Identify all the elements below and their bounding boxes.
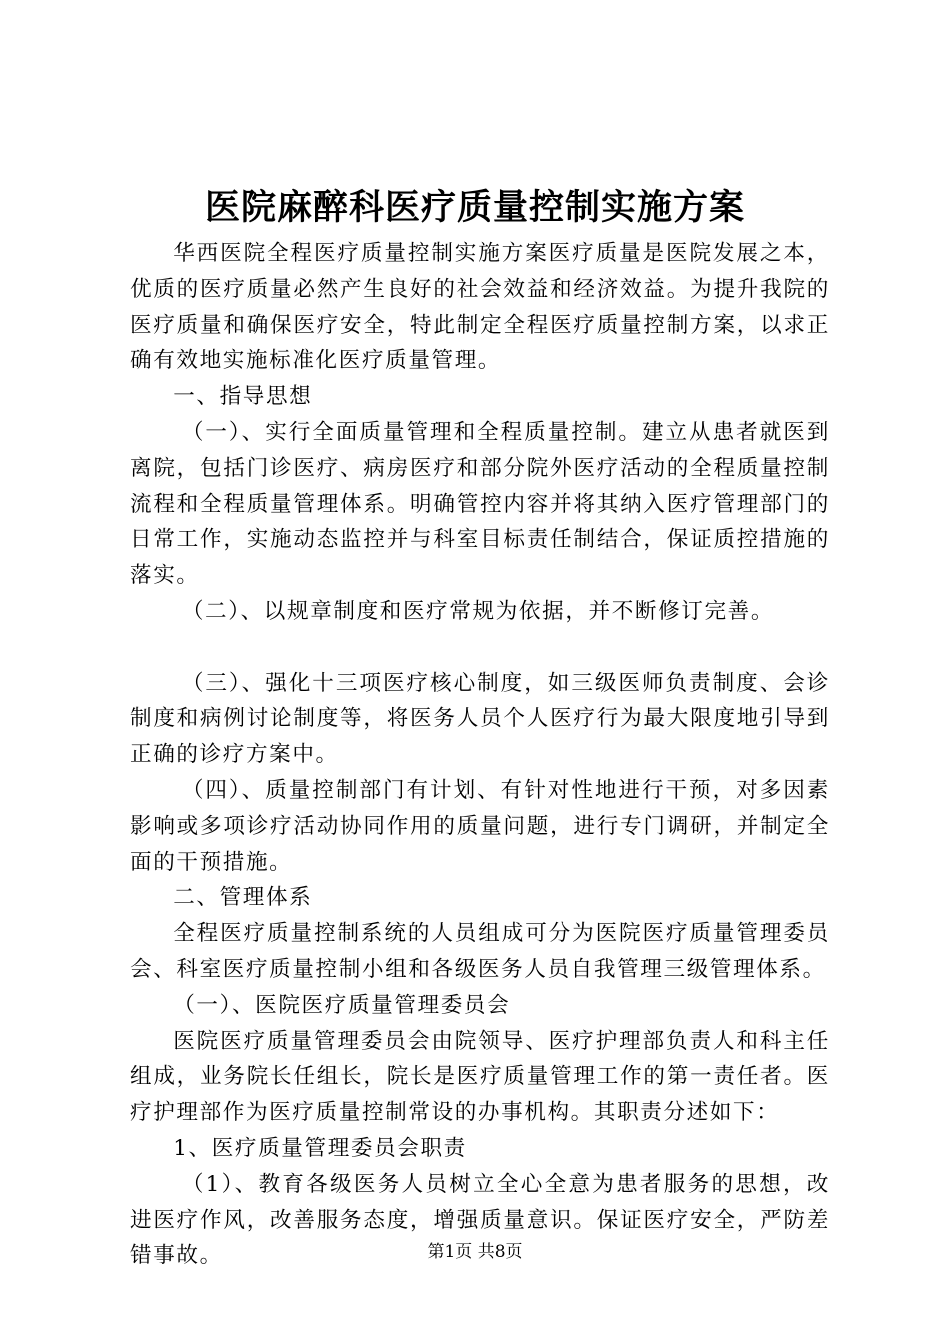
guiding-item-3: （三）、强化十三项医疗核心制度，如三级医师负责制度、会诊制度和病例讨论制度等，将医务人员个人医疗行为最大限度地引导到正确的诊疗方案中。	[130, 670, 830, 768]
document-title: 医院麻醉科医疗质量控制实施方案	[204, 187, 745, 228]
intro-paragraph: 华西医院全程医疗质量控制实施方案医疗质量是医院发展之本，优质的医疗质量必然产生良好的社会效益和经济效益。为提升我院的医疗质量和确保医疗安全，特此制定全程医疗质量控制方案，以求正确有效地实施标准化医疗质量管理。	[130, 241, 830, 374]
management-system-paragraph: 全程医疗质量控制系统的人员组成可分为医院医疗质量管理委员会、科室医疗质量控制小组和各级医务人员自我管理三级管理体系。	[130, 921, 830, 982]
guiding-item-1: （一）、实行全面质量管理和全程质量控制。建立从患者就医到离院，包括门诊医疗、病房医疗和部分院外医疗活动的全程质量控制流程和全程质量管理体系。明确管控内容并将其纳入医疗管理部门的日常工作，实施动态监控并与科室目标责任制结合，保证质控措施的落实。	[130, 419, 830, 589]
document-body	[130, 236, 830, 1274]
committee-paragraph: 医院医疗质量管理委员会由院领导、医疗护理部负责人和科主任组成，业务院长任组长，院长是医疗质量管理工作的第一责任者。医疗护理部作为医疗质量控制常设的办事机构。其职责分述如下：	[130, 1028, 830, 1126]
guiding-item-2: （二）、以规章制度和医疗常规为依据，并不断修订完善。	[181, 598, 775, 624]
section-heading-guiding-ideology: 一、指导思想	[173, 384, 313, 410]
section-heading-management-system: 二、管理体系	[173, 885, 313, 911]
subsection-heading-committee-duties: 1、医疗质量管理委员会职责	[173, 1135, 467, 1161]
page-number-footer: 第1页 共8页	[427, 1242, 523, 1262]
subsection-heading-committee: （一）、医院医疗质量管理委员会	[173, 992, 511, 1018]
guiding-item-4: （四）、质量控制部门有计划、有针对性地进行干预，对多因素影响或多项诊疗活动协同作用的质量问题，进行专门调研，并制定全面的干预措施。	[130, 777, 830, 875]
committee-duty-1: （1）、教育各级医务人员树立全心全意为患者服务的思想，改进医疗作风，改善服务态度，增强质量意识。保证医疗安全，严防差错事故。	[130, 1171, 830, 1269]
